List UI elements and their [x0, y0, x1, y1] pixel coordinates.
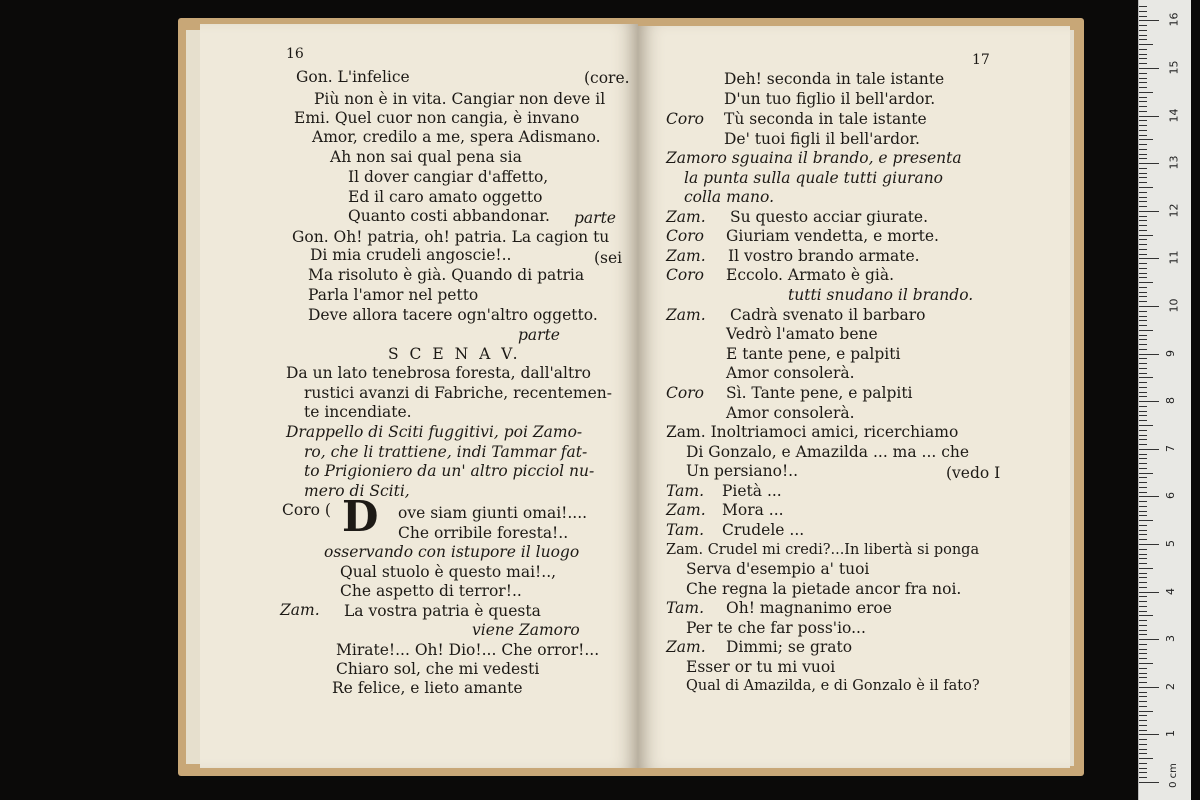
speaker-label: Zam. [666, 501, 706, 519]
ruler-tick [1139, 782, 1159, 783]
speaker-label: Zam. [666, 208, 706, 226]
text-line: Mirate!... Oh! Dio!... Che orror!... [336, 641, 600, 659]
stage-direction: la punta sulla quale tutti giurano [684, 169, 944, 187]
ruler-tick [1139, 573, 1147, 574]
scene-heading: S C E N A V. [388, 345, 521, 363]
ruler-tick [1139, 354, 1159, 355]
text-line: Deh! seconda in tale istante [724, 70, 945, 88]
ruler-tick [1139, 449, 1159, 450]
ruler-number: 4 [1164, 587, 1177, 595]
ruler-tick [1139, 363, 1147, 364]
text-line: Ma risoluto è già. Quando di patria [308, 266, 585, 284]
ruler-tick [1139, 639, 1159, 640]
ruler-tick [1139, 739, 1147, 740]
ruler-tick [1139, 425, 1153, 426]
text-line: Sì. Tante pene, e palpiti [726, 384, 913, 402]
ruler-tick [1139, 182, 1147, 183]
text-line: Un persiano!.. [686, 462, 799, 480]
ruler-tick [1139, 487, 1147, 488]
text-line: E tante pene, e palpiti [726, 345, 901, 363]
ruler-tick [1139, 625, 1147, 626]
ruler-tick [1139, 668, 1147, 669]
text-line: Zam. Crudel mi credi?...In libertà si ponga [666, 542, 980, 558]
speaker-label: Zam. [666, 638, 706, 656]
ruler-tick [1139, 749, 1147, 750]
ruler-tick [1139, 258, 1159, 259]
ruler-tick [1139, 520, 1153, 521]
text-line: Chiaro sol, che mi vedesti [336, 660, 540, 678]
ruler-tick [1139, 592, 1159, 593]
ruler-tick [1139, 401, 1159, 402]
ruler-tick [1139, 154, 1147, 155]
ruler-tick [1139, 30, 1147, 31]
text-line: Ah non sai qual pena sia [330, 148, 522, 166]
text-line: Zam. Inoltriamoci amici, ricerchiamo [666, 423, 959, 441]
ruler-tick [1139, 463, 1147, 464]
ruler-tick [1139, 615, 1153, 616]
text-line: Re felice, e lieto amante [332, 679, 523, 697]
text-line: (sei [594, 249, 623, 267]
ruler-tick [1139, 173, 1147, 174]
ruler-tick [1139, 506, 1147, 507]
ruler-number: 9 [1164, 349, 1177, 357]
ruler-number: 1 [1164, 730, 1177, 738]
text-line: Cadrà svenato il barbaro [730, 306, 926, 324]
ruler-tick [1139, 268, 1147, 269]
ruler-tick [1139, 235, 1153, 236]
speaker-label: Coro [666, 384, 704, 402]
ruler-tick [1139, 753, 1147, 754]
speaker-label: Coro [666, 227, 704, 245]
ruler-tick [1139, 373, 1147, 374]
ruler-tick [1139, 458, 1147, 459]
ruler-number: 15 [1167, 60, 1181, 75]
ruler-tick [1139, 454, 1147, 455]
ruler-tick [1139, 673, 1147, 674]
ruler-tick [1139, 73, 1147, 74]
speaker-label: Zam. [666, 306, 706, 324]
stage-direction: parte [518, 326, 560, 344]
ruler-tick [1139, 525, 1147, 526]
text-line: Gon. L'infelice [296, 68, 410, 86]
ruler-tick [1139, 706, 1147, 707]
ruler-tick [1139, 377, 1153, 378]
text-line: Eccolo. Armato è già. [726, 266, 895, 284]
ruler-tick [1139, 263, 1147, 264]
speaker-label: Zam. [280, 601, 320, 619]
ruler-tick [1139, 49, 1147, 50]
measurement-ruler [1138, 0, 1191, 800]
stage-direction: ro, che li trattiene, indi Tammar fat- [304, 443, 588, 461]
stage-direction: colla mano. [684, 188, 775, 206]
ruler-number: 12 [1167, 203, 1181, 218]
ruler-tick [1139, 744, 1147, 745]
ruler-tick [1139, 335, 1147, 336]
ruler-tick [1139, 244, 1147, 245]
ruler-tick [1139, 734, 1159, 735]
ruler-tick [1139, 44, 1153, 45]
ruler-tick [1139, 39, 1147, 40]
ruler-tick [1139, 249, 1147, 250]
ruler-tick [1139, 87, 1147, 88]
ruler-tick [1139, 382, 1147, 383]
ruler-number: 3 [1164, 635, 1177, 643]
ruler-tick [1139, 687, 1159, 688]
ruler-tick [1139, 273, 1147, 274]
ruler-tick [1139, 711, 1153, 712]
text-line: (core. [584, 69, 630, 87]
ruler-tick [1139, 396, 1147, 397]
ruler-tick [1139, 344, 1147, 345]
text-line: Che aspetto di terror!.. [340, 582, 522, 600]
stage-direction: viene Zamoro [472, 621, 580, 639]
ruler-tick [1139, 277, 1147, 278]
speaker-label: Coro [666, 110, 704, 128]
text-line: Che orribile foresta!.. [398, 524, 569, 542]
ruler-tick [1139, 54, 1147, 55]
ruler-tick [1139, 549, 1147, 550]
text-line: Quanto costi abbandonar. [348, 207, 550, 225]
ruler-tick [1139, 125, 1147, 126]
ruler-tick [1139, 35, 1147, 36]
ruler-tick [1139, 339, 1147, 340]
ruler-tick [1139, 292, 1147, 293]
ruler-tick [1139, 715, 1147, 716]
ruler-tick [1139, 563, 1147, 564]
text-line: Giuriam vendetta, e morte. [726, 227, 939, 245]
text-line: Pietà ... [722, 482, 782, 500]
ruler-tick [1139, 63, 1147, 64]
text-line: Amor consolerà. [726, 404, 855, 422]
ruler-tick [1139, 501, 1147, 502]
ruler-tick [1139, 515, 1147, 516]
drop-cap: D [342, 492, 379, 541]
ruler-tick [1139, 325, 1147, 326]
ruler-tick [1139, 653, 1147, 654]
ruler-tick [1139, 58, 1147, 59]
text-line: De' tuoi figli il bell'ardor. [724, 130, 920, 148]
text-line: D'un tuo figlio il bell'ardor. [724, 90, 936, 108]
ruler-number: 5 [1164, 540, 1177, 547]
stage-direction: tutti snudano il brando. [788, 286, 974, 304]
text-line: Dimmi; se grato [726, 638, 853, 656]
ruler-number: 11 [1167, 250, 1181, 265]
ruler-tick [1139, 78, 1147, 79]
ruler-tick [1139, 758, 1153, 759]
ruler-unit-label: 0 cm [1167, 763, 1179, 788]
stage-direction: to Prigioniero da un' altro picciol nu- [304, 462, 595, 480]
ruler-tick [1139, 192, 1147, 193]
ruler-tick [1139, 311, 1147, 312]
ruler-tick [1139, 473, 1153, 474]
ruler-tick [1139, 201, 1147, 202]
ruler-tick [1139, 772, 1147, 773]
text-line: Tù seconda in tale istante [724, 110, 927, 128]
ruler-tick [1139, 111, 1147, 112]
ruler-tick [1139, 282, 1153, 283]
ruler-tick [1139, 511, 1147, 512]
speaker-label: Coro [666, 266, 704, 284]
ruler-tick [1139, 725, 1147, 726]
ruler-tick [1139, 777, 1147, 778]
speaker-label: Tam. [666, 482, 705, 500]
ruler-tick [1139, 763, 1147, 764]
ruler-tick [1139, 254, 1147, 255]
text-line: Amor consolerà. [726, 364, 855, 382]
ruler-tick [1139, 601, 1147, 602]
ruler-tick [1139, 330, 1153, 331]
ruler-tick [1139, 544, 1159, 545]
ruler-tick [1139, 534, 1147, 535]
ruler-tick [1139, 406, 1147, 407]
ruler-number: 8 [1164, 397, 1177, 405]
ruler-tick [1139, 6, 1147, 7]
ruler-tick [1139, 606, 1147, 607]
speaker-label: Tam. [666, 599, 705, 617]
ruler-tick [1139, 320, 1147, 321]
ruler-tick [1139, 720, 1147, 721]
ruler-tick [1139, 82, 1147, 83]
ruler-tick [1139, 368, 1147, 369]
text-line: Per te che far poss'io... [686, 619, 866, 637]
ruler-tick [1139, 149, 1147, 150]
ruler-tick [1139, 349, 1147, 350]
ruler-number: 2 [1164, 682, 1177, 690]
text-line: Il vostro brando armate. [728, 247, 920, 265]
page-number: 17 [972, 52, 990, 68]
ruler-tick [1139, 420, 1147, 421]
stage-direction: mero di Sciti, [304, 482, 410, 500]
ruler-tick [1139, 435, 1147, 436]
left-page [200, 24, 638, 768]
ruler-tick [1139, 411, 1147, 412]
right-page [638, 26, 1070, 768]
text-line: Qual di Amazilda, e di Gonzalo è il fato? [686, 678, 980, 694]
ruler-tick [1139, 187, 1153, 188]
text-line: rustici avanzi di Fabriche, recentemen- [304, 384, 613, 402]
ruler-tick [1139, 482, 1147, 483]
ruler-tick [1139, 663, 1153, 664]
text-line: Di Gonzalo, e Amazilda ... ma ... che [686, 443, 970, 461]
ruler-tick [1139, 163, 1159, 164]
ruler-tick [1139, 92, 1153, 93]
ruler-tick [1139, 677, 1147, 678]
ruler-tick [1139, 415, 1147, 416]
ruler-tick [1139, 206, 1147, 207]
ruler-tick [1139, 554, 1147, 555]
ruler-tick [1139, 696, 1147, 697]
ruler-tick [1139, 135, 1147, 136]
ruler-tick [1139, 468, 1147, 469]
speaker-label: Tam. [666, 521, 705, 539]
ruler-tick [1139, 568, 1153, 569]
ruler-tick [1139, 620, 1147, 621]
ruler-tick [1139, 768, 1147, 769]
ruler-number: 13 [1167, 155, 1181, 170]
text-line: Su questo acciar giurate. [730, 208, 929, 226]
ruler-tick [1139, 11, 1147, 12]
ruler-tick [1139, 730, 1147, 731]
ruler-tick [1139, 582, 1147, 583]
ruler-tick [1139, 439, 1147, 440]
ruler-tick [1139, 682, 1147, 683]
ruler-tick [1139, 577, 1147, 578]
ruler-tick [1139, 692, 1147, 693]
ruler-tick [1139, 649, 1147, 650]
ruler-tick [1139, 492, 1147, 493]
stage-direction: Drappello di Sciti fuggitivi, poi Zamo- [286, 423, 583, 441]
ruler-number: 14 [1167, 108, 1181, 123]
ruler-tick [1139, 68, 1159, 69]
text-line: Amor, credilo a me, spera Adismano. [312, 128, 601, 146]
speaker-label: Zam. [666, 247, 706, 265]
ruler-tick [1139, 392, 1147, 393]
ruler-tick [1139, 587, 1147, 588]
ruler-tick [1139, 287, 1147, 288]
ruler-tick [1139, 225, 1147, 226]
ruler-number: 7 [1164, 444, 1177, 452]
ruler-tick [1139, 644, 1147, 645]
ruler-tick [1139, 97, 1147, 98]
text-line: Di mia crudeli angoscie!.. [310, 246, 512, 264]
ruler-tick [1139, 634, 1147, 635]
ruler-tick [1139, 25, 1147, 26]
ruler-tick [1139, 316, 1147, 317]
ruler-tick [1139, 197, 1147, 198]
text-line: Esser or tu mi vuoi [686, 658, 836, 676]
text-line: Che regna la pietade ancor fra noi. [686, 580, 962, 598]
ruler-tick [1139, 444, 1147, 445]
text-line: Deve allora tacere ogn'altro oggetto. [308, 306, 598, 324]
text-line: (vedo I [946, 464, 1001, 482]
ruler-tick [1139, 230, 1147, 231]
text-line: Serva d'esempio a' tuoi [686, 560, 870, 578]
ruler-tick [1139, 211, 1159, 212]
stage-direction: parte [574, 209, 616, 227]
ruler-tick [1139, 239, 1147, 240]
text-line: Emi. Quel cuor non cangia, è invano [294, 109, 580, 127]
ruler-tick [1139, 477, 1147, 478]
ruler-tick [1139, 296, 1147, 297]
text-line: Crudele ... [722, 521, 805, 539]
ruler-tick [1139, 144, 1147, 145]
ruler-tick [1139, 558, 1147, 559]
text-line: ove siam giunti omai!.... [398, 504, 588, 522]
text-line: Oh! magnanimo eroe [726, 599, 892, 617]
text-line: Mora ... [722, 501, 784, 519]
text-line: Gon. Oh! patria, oh! patria. La cagion tu [292, 228, 610, 246]
ruler-tick [1139, 220, 1147, 221]
ruler-tick [1139, 611, 1147, 612]
ruler-tick [1139, 20, 1159, 21]
ruler-tick [1139, 130, 1147, 131]
text-line: te incendiate. [304, 403, 412, 421]
text-line: Qual stuolo è questo mai!.., [340, 563, 557, 581]
speaker-label: Coro ( [282, 501, 331, 519]
ruler-tick [1139, 106, 1147, 107]
ruler-tick [1139, 120, 1147, 121]
ruler-tick [1139, 139, 1153, 140]
ruler-tick [1139, 496, 1159, 497]
ruler-number: 10 [1167, 298, 1181, 313]
ruler-tick [1139, 158, 1147, 159]
ruler-tick [1139, 530, 1147, 531]
ruler-tick [1139, 658, 1147, 659]
ruler-tick [1139, 16, 1147, 17]
ruler-tick [1139, 306, 1159, 307]
text-line: Parla l'amor nel petto [308, 286, 479, 304]
text-line: La vostra patria è questa [344, 602, 541, 620]
ruler-tick [1139, 116, 1159, 117]
ruler-tick [1139, 596, 1147, 597]
ruler-tick [1139, 168, 1147, 169]
ruler-tick [1139, 701, 1147, 702]
ruler-tick [1139, 177, 1147, 178]
ruler-tick [1139, 358, 1147, 359]
stage-direction: osservando con istupore il luogo [324, 543, 580, 561]
text-line: Il dover cangiar d'affetto, [348, 168, 549, 186]
page-number: 16 [286, 46, 304, 62]
ruler-tick [1139, 430, 1147, 431]
ruler-tick [1139, 216, 1147, 217]
ruler-tick [1139, 630, 1147, 631]
text-line: Da un lato tenebrosa foresta, dall'altro [286, 364, 591, 382]
ruler-tick [1139, 101, 1147, 102]
text-line: Vedrò l'amato bene [726, 325, 878, 343]
ruler-tick [1139, 539, 1147, 540]
stage-direction: Zamoro sguaina il brando, e presenta [666, 149, 962, 167]
text-line: Più non è in vita. Cangiar non deve il [314, 90, 606, 108]
text-line: Ed il caro amato oggetto [348, 188, 543, 206]
ruler-tick [1139, 301, 1147, 302]
ruler-number: 6 [1164, 492, 1177, 500]
ruler-tick [1139, 387, 1147, 388]
ruler-number: 16 [1167, 12, 1181, 27]
